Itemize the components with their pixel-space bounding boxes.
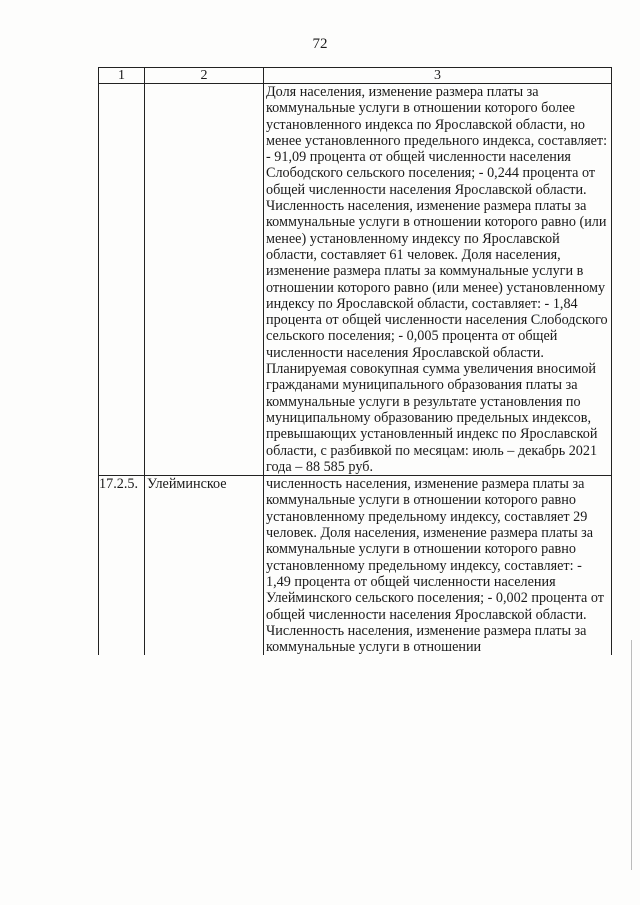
row-text-cell xyxy=(264,476,612,656)
row-text: Доля населения, изменение размера платы за коммунальные услуги в отношении которого более установленного индекса по Ярославской области, но менее установленного предельного индекса, составляет: - 91,09 процента от общей численности населения Слободского сельского поселения; - 0,244 процента от общей численности населения Ярославской области. Численность населения, изменение размера платы за коммунальные услуги в отношении которого равно (или менее) установленному индексу по Ярославской области, составляет 61 человек. Доля населения, изменение размера платы за коммунальные услуги в отношении которого равно (или менее) установленному индексу по Ярославской области, составляет: - 1,84 процента от общей численности населения Слободского сельского поселения; - 0,005 процента от общей численности населения Ярославской области. Планируемая совокупная сумма увеличения вносимой гражданами муниципального образования платы за коммунальные услуги в результате установления по муниципальному образованию предельных индексов, превышающих установленный индекс по Ярославской области, с разбивкой по месяцам: июль – декабрь 2021 года – 88 585 руб. xyxy=(266,84,608,475)
row-text: численность населения, изменение размера платы за коммунальные услуги в отношении которого равно установленному предельному индексу, составляет 29 человек. Доля населения, изменение размера платы за коммунальные услуги в отношении которого равно установленному предельному индексу, составляет: - 1,49 процента от общей численности населения Улейминского сельского поселения; - 0,002 процента от общей численности населения Ярославской области. Численность населения, изменение размера платы за коммунальные услуги в отношении xyxy=(266,476,604,656)
row-name: Улейминское xyxy=(145,476,264,656)
row-number: 17.2.5. xyxy=(99,476,145,656)
table-row xyxy=(99,476,612,656)
table-header-row xyxy=(99,68,612,84)
document-table xyxy=(98,67,612,655)
table-row xyxy=(99,84,612,476)
row-text-cell xyxy=(264,84,612,476)
header-col-1: 1 xyxy=(99,68,145,84)
row-number xyxy=(99,84,145,476)
scan-edge-mark xyxy=(631,640,638,870)
header-col-3: 3 xyxy=(264,68,612,84)
page-number: 72 xyxy=(312,36,328,52)
header-col-2: 2 xyxy=(145,68,264,84)
row-name xyxy=(145,84,264,476)
